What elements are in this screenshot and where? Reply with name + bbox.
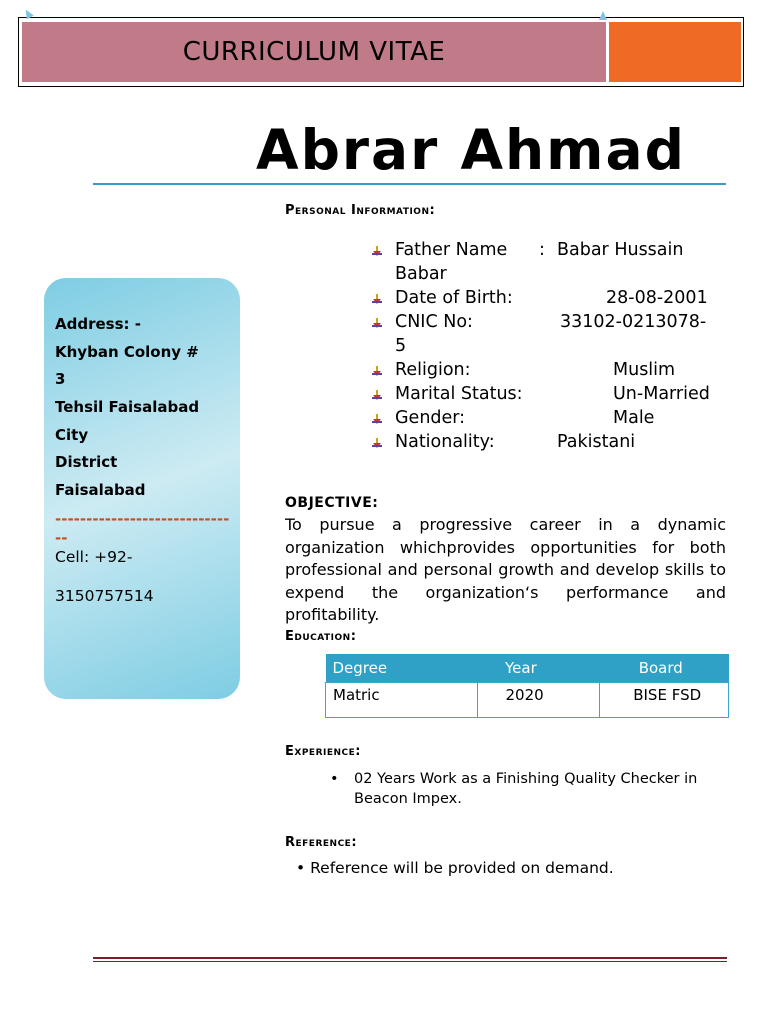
reference-heading: Reference: xyxy=(285,835,358,850)
gender-value: Male xyxy=(613,408,655,428)
cnic-label: CNIC No: xyxy=(395,312,473,332)
list-item-continuation xyxy=(370,334,730,358)
cnic-value-cont: 5 xyxy=(395,336,407,356)
table-cell: Matric xyxy=(326,682,478,717)
marital-status-value: Un-Married xyxy=(613,384,710,404)
address-line: 3 xyxy=(55,370,66,388)
table-cell: 2020 xyxy=(477,682,600,717)
list-item: 02 Years Work as a Finishing Quality Checker in Beacon Impex. xyxy=(354,771,698,807)
nationality-label: Nationality: xyxy=(395,432,495,452)
education-heading: Education: xyxy=(285,629,357,644)
list-item xyxy=(370,406,730,430)
bullet-icon: • xyxy=(296,859,306,877)
corner-marker-icon xyxy=(599,11,607,20)
table-row xyxy=(326,682,729,717)
dob-label: Date of Birth: xyxy=(395,288,513,308)
address-label: Address: - xyxy=(55,315,141,333)
list-item xyxy=(370,430,730,454)
gender-label: Gender: xyxy=(395,408,466,428)
objective-text: To pursue a progressive career in a dynamic organization whichprovides opportunities for both professional and personal growth and develop skills to expend the organization‘s performance and profitability. xyxy=(285,515,726,624)
cell-number: 3150757514 xyxy=(55,587,154,605)
footer-divider xyxy=(93,961,727,962)
father-name-value-cont: Babar xyxy=(395,264,447,284)
address-line: Faisalabad xyxy=(55,481,146,499)
column-header: Board xyxy=(600,654,729,682)
sidebar-dashed-divider: ------------------------------ xyxy=(55,510,230,547)
address-line: City xyxy=(55,426,89,444)
nationality-value: Pakistani xyxy=(557,432,636,452)
arrow-bullet-icon xyxy=(372,390,382,400)
arrow-bullet-icon xyxy=(372,438,382,448)
address-line: District xyxy=(55,453,118,471)
document-title: CURRICULUM VITAE xyxy=(182,37,446,67)
column-header: Year xyxy=(477,654,600,682)
bullet-icon: • xyxy=(330,771,339,787)
list-item xyxy=(370,310,730,334)
cnic-value: 33102-0213078- xyxy=(560,312,707,332)
arrow-bullet-icon xyxy=(372,246,382,256)
candidate-name: Abrar Ahmad xyxy=(256,118,686,182)
experience-heading: Experience: xyxy=(285,744,361,759)
list-item xyxy=(370,238,730,262)
list-item xyxy=(370,286,730,310)
address-line: Khyban Colony # xyxy=(55,343,199,361)
arrow-bullet-icon xyxy=(372,294,382,304)
arrow-bullet-icon xyxy=(372,318,382,328)
dob-value: 28-08-2001 xyxy=(606,288,708,308)
name-divider xyxy=(93,183,726,185)
list-item xyxy=(370,358,730,382)
education-table xyxy=(325,654,729,718)
table-header-row xyxy=(326,654,729,682)
marital-status-label: Marital Status: xyxy=(395,384,523,404)
column-header: Degree xyxy=(326,654,478,682)
arrow-bullet-icon xyxy=(372,366,382,376)
reference-text: Reference will be provided on demand. xyxy=(310,859,614,877)
address-line: Tehsil Faisalabad xyxy=(55,398,200,416)
cell-label: Cell: +92- xyxy=(55,548,133,566)
table-cell: BISE FSD xyxy=(600,682,729,717)
religion-label: Religion: xyxy=(395,360,471,380)
header-accent-block xyxy=(609,22,741,82)
list-item xyxy=(370,382,730,406)
arrow-bullet-icon xyxy=(372,414,382,424)
personal-info-list xyxy=(370,238,730,454)
objective-heading: OBJECTIVE: xyxy=(285,495,379,511)
reference-item xyxy=(296,859,614,877)
footer-divider xyxy=(93,957,727,959)
personal-info-heading: Personal Information: xyxy=(285,203,436,218)
father-name-value: Babar Hussain xyxy=(557,240,684,260)
list-item-continuation xyxy=(370,262,730,286)
father-name-label: Father Name xyxy=(395,240,508,260)
religion-value: Muslim xyxy=(613,360,676,380)
father-name-separator: : xyxy=(539,240,545,260)
